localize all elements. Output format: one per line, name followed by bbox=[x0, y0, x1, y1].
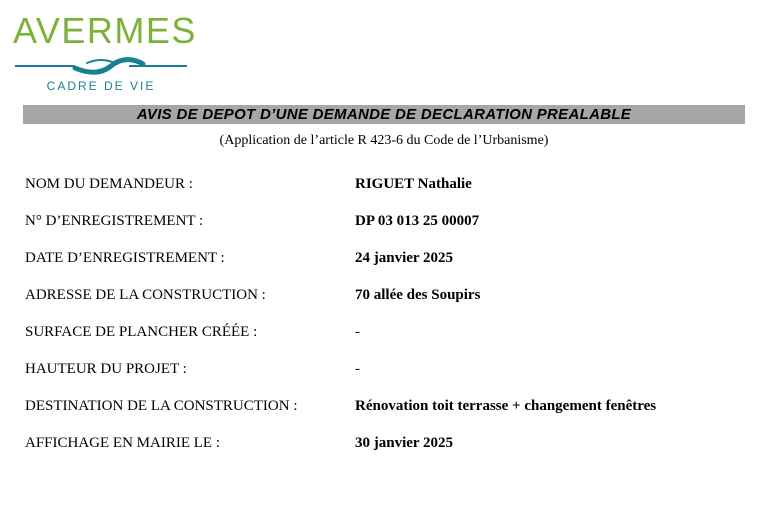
field-label: DESTINATION DE LA CONSTRUCTION : bbox=[25, 398, 298, 414]
logo-tagline: CADRE DE VIE bbox=[46, 79, 156, 93]
field-row-applicant bbox=[25, 174, 745, 211]
field-row-posting-date bbox=[25, 433, 745, 470]
field-value: 24 janvier 2025 bbox=[355, 250, 454, 266]
field-row-destination bbox=[25, 396, 745, 433]
notice-subtitle: (Application de l’article R 423-6 du Code de l’Urbanisme) bbox=[219, 133, 549, 148]
field-value: 30 janvier 2025 bbox=[355, 435, 454, 451]
field-label: AFFICHAGE EN MAIRIE LE : bbox=[25, 435, 220, 451]
field-row-registration-date bbox=[25, 248, 745, 285]
field-value: DP 03 013 25 00007 bbox=[355, 213, 480, 229]
field-label: ADRESSE DE LA CONSTRUCTION : bbox=[25, 287, 266, 303]
avermes-logo bbox=[13, 10, 197, 96]
logo-wordmark: AVERMES bbox=[13, 10, 197, 51]
field-value: 70 allée des Soupirs bbox=[355, 287, 481, 303]
field-value: RIGUET Nathalie bbox=[355, 176, 472, 192]
field-label: NOM DU DEMANDEUR : bbox=[25, 176, 193, 192]
field-label: DATE D’ENREGISTREMENT : bbox=[25, 250, 225, 266]
declaration-fields bbox=[25, 174, 745, 470]
field-label: N° D’ENREGISTREMENT : bbox=[25, 213, 204, 229]
field-row-height bbox=[25, 359, 745, 396]
field-label: HAUTEUR DU PROJET : bbox=[25, 361, 187, 377]
notice-title: AVIS DE DEPOT D’UNE DEMANDE DE DECLARATION PREALABLE bbox=[23, 105, 745, 124]
field-row-registration-number bbox=[25, 211, 745, 248]
field-value: - bbox=[355, 324, 360, 340]
field-row-floor-area bbox=[25, 322, 745, 359]
field-row-address bbox=[25, 285, 745, 322]
field-label: SURFACE DE PLANCHER CRÉÉE : bbox=[25, 324, 258, 340]
field-value: Rénovation toit terrasse + changement fenêtres bbox=[355, 398, 657, 414]
field-value: - bbox=[355, 361, 360, 377]
logo-wave-icon bbox=[13, 54, 189, 76]
